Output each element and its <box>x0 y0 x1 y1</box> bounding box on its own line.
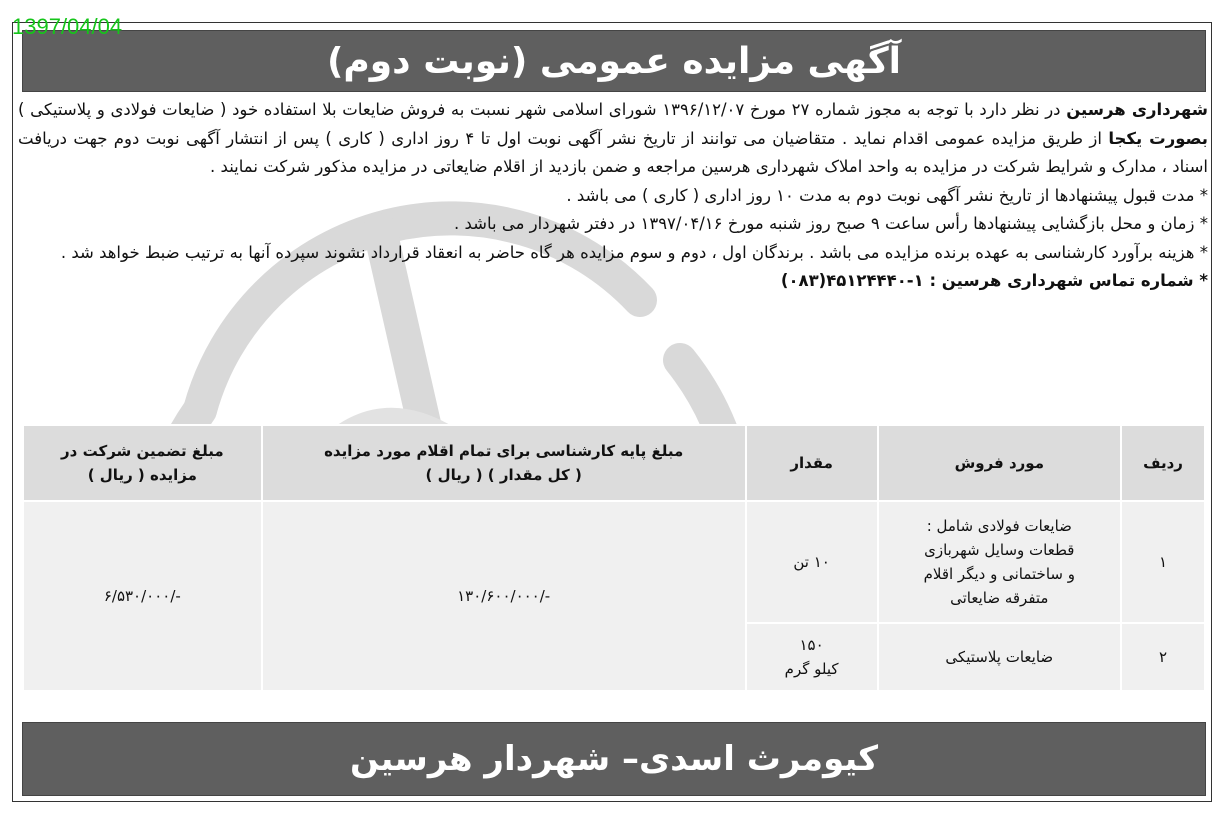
notice-title: آگهی مزایده عمومی (نوبت دوم) <box>22 30 1206 92</box>
deposit-total: -/۶/۵۳۰/۰۰۰ <box>23 501 262 691</box>
contact-number: * شماره تماس شهرداری هرسین : ۱-۴۵۱۲۴۴۴۰(۰۸۳) <box>780 271 1208 290</box>
date-stamp: 1397/04/04 <box>12 14 123 39</box>
bullet-opening-time: * زمان و محل بازگشایی پیشنهادها رأس ساعت ۹ صبح روز شنبه مورخ ۱۳۹۷/۰۴/۱۶ در دفتر شهردار می باشد . <box>453 214 1208 233</box>
sale-mode: بصورت یکجا <box>1108 128 1208 148</box>
bullet-costs: * هزینه برآورد کارشناسی به عهده برنده مزایده می باشد . برندگان اول ، دوم و سوم مزایده هر گاه حاضر به انعقاد قرارداد نشوند سپرده آنها به ترتیب ضبط خواهد شد . <box>60 242 1208 262</box>
row-no: ۲ <box>1121 623 1205 691</box>
header-base-price: مبلغ پایه کارشناسی برای تمام اقلام مورد مزایده ( کل مقدار ) ( ریال ) <box>262 425 746 501</box>
municipality-name: شهرداری هرسین <box>1066 100 1208 119</box>
header-row-no: ردیف <box>1121 425 1205 501</box>
row-item: ضایعات پلاستیکی <box>878 623 1122 691</box>
signature-footer: کیومرث اسدی– شهردار هرسین <box>22 722 1206 796</box>
intro-paragraph <box>18 96 1208 182</box>
intro-text-2: از طریق مزایده عمومی اقدام نماید . متقاضیان می توانند از تاریخ نشر آگهی نوبت اول تا ۴ روز اداری ( کاری ) پس از انتشار آگهی نوبت دوم جهت دریافت اسناد ، مدارک و شرایط شرکت در مزایده به واحد املاک شهرداری هرسین مراجعه و ضمن بازدید از اقلام ضایعاتی در مزایده مذکور شرکت نمایند . <box>18 128 1208 176</box>
items-table <box>22 424 1206 692</box>
notice-body <box>18 96 1208 296</box>
row-quantity: ۱۰ تن <box>746 501 878 623</box>
table-header-row <box>23 425 1205 501</box>
row-no: ۱ <box>1121 501 1205 623</box>
header-item: مورد فروش <box>878 425 1122 501</box>
header-deposit: مبلغ تضمین شرکت در مزایده ( ریال ) <box>23 425 262 501</box>
row-item: ضایعات فولادی شامل : قطعات وسایل شهربازی و ساختمانی و دیگر اقلام متفرقه ضایعاتی <box>878 501 1122 623</box>
intro-text-1: در نظر دارد با توجه به مجوز شماره ۲۷ مورخ ۱۳۹۶/۱۲/۰۷ شورای اسلامی شهر نسبت به فروش ضایعات بلا استفاده خود ( ضایعات فولادی و پلاستیکی ) <box>18 100 1067 119</box>
bullet-offer-period: * مدت قبول پیشنهادها از تاریخ نشر آگهی نوبت دوم به مدت ۱۰ روز اداری ( کاری ) می باشد . <box>566 185 1208 205</box>
table-row <box>23 501 1205 623</box>
base-price-total: -/۱۳۰/۶۰۰/۰۰۰ <box>262 501 746 691</box>
header-quantity: مقدار <box>746 425 878 501</box>
row-quantity: ۱۵۰ کیلو گرم <box>746 623 878 691</box>
